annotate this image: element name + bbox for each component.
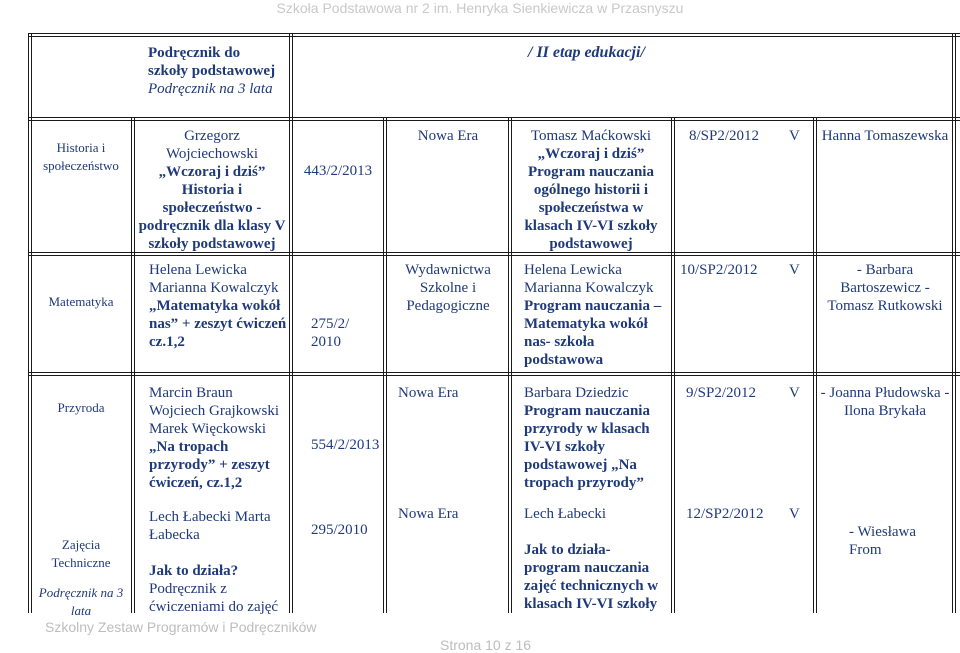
row3-authors: Marcin Braun Wojciech Grajkowski Marek Więckowski xyxy=(149,385,280,437)
col-line-4b xyxy=(511,117,512,613)
top-right-title: / II etap edukacji/ xyxy=(528,44,645,61)
row1-teacher: Hanna Tomaszewska xyxy=(821,128,949,144)
col-line-6b xyxy=(816,117,817,613)
row3-grade: V xyxy=(789,385,800,401)
row-divider-1b xyxy=(28,120,960,121)
row1-title: „Wczoraj i dziś” Historia i społeczeństwo - podręcznik dla klasy V szkoły podstawowej xyxy=(138,164,286,252)
row1-program-no: 8/SP2/2012 xyxy=(689,128,760,144)
row3-program-title: Program nauczania przyrody w klasach IV-VI szkoły podstawowej „Na tropach przyrody” xyxy=(524,403,650,491)
footer-left: Szkolny Zestaw Programów i Podręczników xyxy=(45,619,317,635)
row3-program-author: Barbara Dziedzic xyxy=(524,385,629,401)
row4-program-title: Jak to działa- program nauczania zajęć technicznych w klasach IV-VI szkoły xyxy=(524,542,659,612)
row2-grade: V xyxy=(789,262,800,278)
col-line-2b xyxy=(292,33,293,613)
row4-subject: Zajęcia Techniczne xyxy=(51,537,111,570)
row2-publisher: Wydawnictwa Szkolne i Pedagogiczne xyxy=(405,262,491,314)
col-line-7 xyxy=(952,33,953,613)
row1-program-title: „Wczoraj i dziś” Program nauczania ogólnego historii i społeczeństwa w klasach IV-VI szkoły podstawowej xyxy=(524,146,658,252)
row-divider-1 xyxy=(28,117,960,118)
row2-authors: Helena Lewicka Marianna Kowalczyk xyxy=(149,262,279,296)
row3-title: „Na tropach przyrody” + zeszyt ćwiczeń, cz.1,2 xyxy=(149,439,270,491)
col-line-5 xyxy=(671,117,672,613)
row-divider-3b xyxy=(28,375,960,376)
col-line-6 xyxy=(813,117,814,613)
col-line-3 xyxy=(383,117,384,613)
row4-teacher: - Wiesława From xyxy=(849,524,917,558)
row4-authors: Lech Łabecki Marta Łabecka xyxy=(149,509,271,543)
row1-publisher: Nowa Era xyxy=(417,128,479,144)
top-left-subtitle: Podręcznik na 3 lata xyxy=(148,81,273,97)
row4-grade: V xyxy=(789,506,800,522)
row4-title: Jak to działa? xyxy=(149,563,239,579)
row2-program-no: 10/SP2/2012 xyxy=(680,262,758,278)
col-line-3b xyxy=(386,117,387,613)
col-line-7b xyxy=(955,33,956,613)
row4-number: 295/2010 xyxy=(311,522,368,538)
col-line-0b xyxy=(31,33,32,613)
top-left-title: Podręcznik do szkoły podstawowej xyxy=(148,45,276,79)
row4-subject-note: Podręcznik na 3 lata xyxy=(38,585,124,618)
row1-number: 443/2/2013 xyxy=(303,163,373,179)
row2-teacher: - Barbara Bartoszewicz - Tomasz Rutkowski xyxy=(827,262,943,314)
col-line-5b xyxy=(674,117,675,613)
row3-teacher: - Joanna Płudowska - Ilona Brykała xyxy=(820,385,950,419)
row1-subject: Historia i społeczeństwo xyxy=(43,140,119,173)
row-divider-3 xyxy=(28,372,960,373)
row2-subject: Matematyka xyxy=(48,294,114,309)
row1-grade: V xyxy=(789,128,800,144)
table-border-top-2 xyxy=(28,36,960,37)
page-header: Szkoła Podstawowa nr 2 im. Henryka Sienkiewicza w Przasnyszu xyxy=(276,0,684,16)
row4-program-no: 12/SP2/2012 xyxy=(686,506,764,522)
row3-program-no: 9/SP2/2012 xyxy=(686,385,757,401)
row2-number: 275/2/ 2010 xyxy=(311,316,350,350)
row2-program-author: Helena Lewicka Marianna Kowalczyk xyxy=(524,262,654,296)
footer-page: Strona 10 z 16 xyxy=(440,637,532,653)
row4-program-author: Lech Łabecki xyxy=(524,506,607,522)
table-border-top xyxy=(28,33,960,34)
col-line-1 xyxy=(131,117,132,613)
col-line-1b xyxy=(134,117,135,613)
row1-authors: Grzegorz Wojciechowski xyxy=(165,128,259,162)
row2-program-title: Program nauczania – Matematyka wokół nas- szkoła podstawowa xyxy=(524,298,662,368)
col-line-0 xyxy=(28,33,29,613)
row4-title-note: Podręcznik z ćwiczeniami do zajęć xyxy=(149,581,279,615)
col-line-2 xyxy=(289,33,290,613)
row3-publisher: Nowa Era xyxy=(398,385,459,401)
row4-publisher: Nowa Era xyxy=(398,506,459,522)
row3-subject: Przyroda xyxy=(57,400,105,415)
row-divider-2b xyxy=(28,255,960,256)
row2-title: „Matematyka wokół nas” + zeszyt ćwiczeń cz.1,2 xyxy=(149,298,287,350)
row1-program-author: Tomasz Maćkowski xyxy=(530,128,652,144)
row3-number: 554/2/2013 xyxy=(311,437,380,453)
col-line-4 xyxy=(508,117,509,613)
